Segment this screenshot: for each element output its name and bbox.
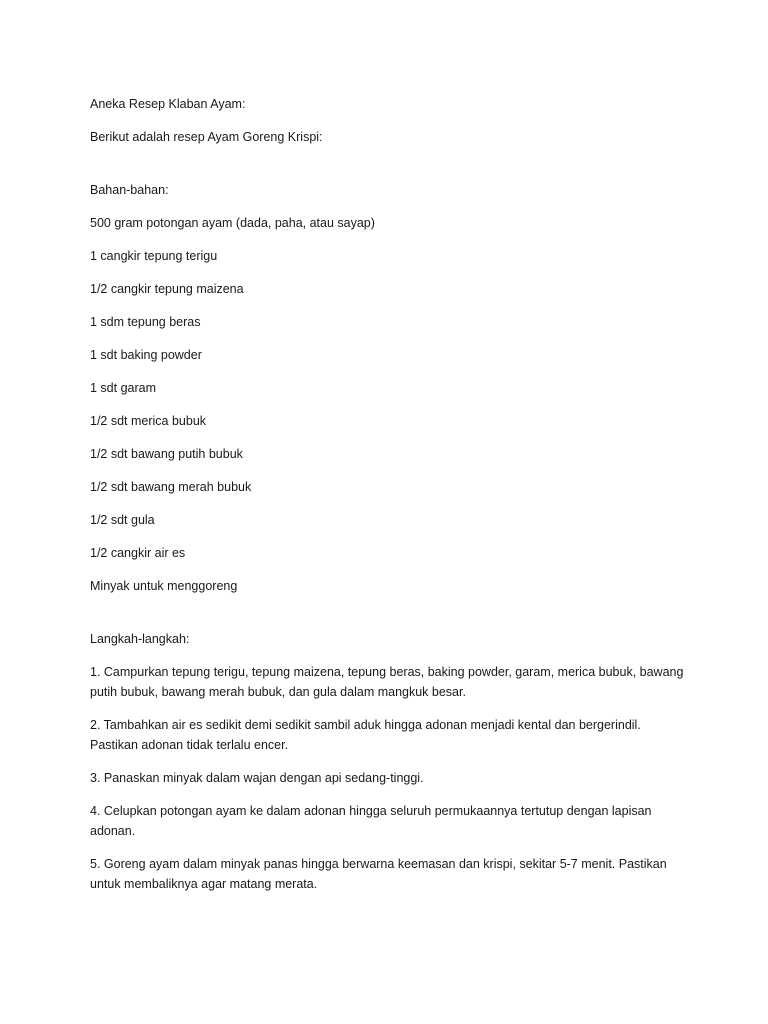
spacer [90, 160, 690, 180]
ingredient-item: 1 cangkir tepung terigu [90, 249, 218, 263]
ingredient-item: 1 sdt baking powder [90, 348, 202, 362]
spacer [90, 609, 690, 629]
steps-list [90, 662, 690, 894]
ingredient-item: 1/2 sdt merica bubuk [90, 414, 207, 428]
document-title: Aneka Resep Klaban Ayam: [90, 97, 246, 111]
ingredients-list [90, 213, 690, 596]
ingredient-item: 1/2 sdt gula [90, 513, 155, 527]
ingredient-item: 1/2 sdt bawang putih bubuk [90, 447, 243, 461]
ingredient-item: 1/2 cangkir tepung maizena [90, 282, 244, 296]
step-item: 1. Campurkan tepung terigu, tepung maizena, tepung beras, baking powder, garam, merica bubuk, bawang putih bubuk, bawang merah bubuk, dan gula dalam mangkuk besar. [90, 665, 684, 699]
step-item: 4. Celupkan potongan ayam ke dalam adonan hingga seluruh permukaannya tertutup dengan lapisan adonan. [90, 804, 652, 838]
ingredient-item: Minyak untuk menggoreng [90, 579, 238, 593]
step-item: 5. Goreng ayam dalam minyak panas hingga berwarna keemasan dan krispi, sekitar 5-7 menit. Pastikan untuk membaliknya agar matang merata. [90, 857, 667, 891]
recipe-intro: Berikut adalah resep Ayam Goreng Krispi: [90, 130, 323, 144]
ingredient-item: 1/2 sdt bawang merah bubuk [90, 480, 252, 494]
step-item: 2. Tambahkan air es sedikit demi sedikit sambil aduk hingga adonan menjadi kental dan bergerindil. Pastikan adonan tidak terlalu encer. [90, 718, 641, 752]
ingredient-item: 1/2 cangkir air es [90, 546, 186, 560]
ingredient-item: 1 sdt garam [90, 381, 157, 395]
steps-heading: Langkah-langkah: [90, 632, 190, 646]
ingredient-item: 500 gram potongan ayam (dada, paha, atau sayap) [90, 216, 375, 230]
document-body [90, 94, 690, 907]
step-item: 3. Panaskan minyak dalam wajan dengan api sedang-tinggi. [90, 771, 424, 785]
ingredient-item: 1 sdm tepung beras [90, 315, 201, 329]
ingredients-heading: Bahan-bahan: [90, 183, 169, 197]
